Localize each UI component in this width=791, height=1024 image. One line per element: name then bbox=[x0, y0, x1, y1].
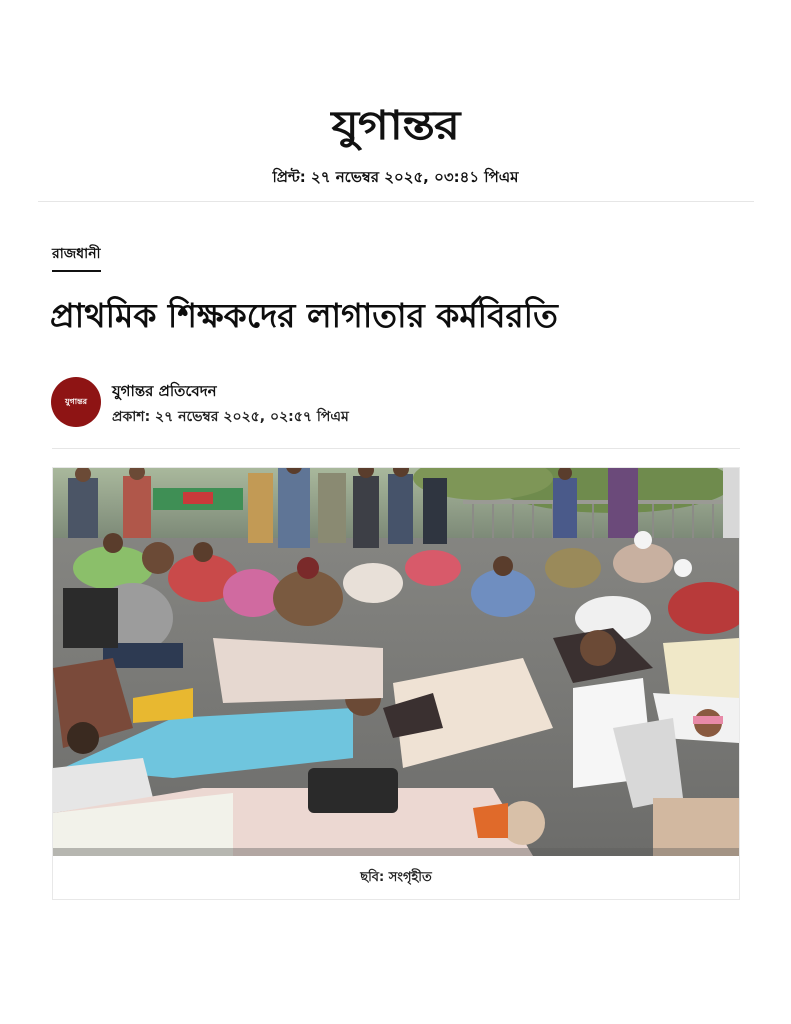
article-headline: প্রাথমিক শিক্ষকদের লাগাতার কর্মবিরতি bbox=[50, 296, 558, 335]
byline-divider bbox=[52, 448, 740, 449]
photo-caption: ছবি: সংগৃহীত bbox=[360, 870, 432, 885]
author-avatar bbox=[51, 377, 101, 427]
avatar-logo-text: যুগান্তর bbox=[64, 395, 88, 406]
article-figure bbox=[52, 467, 740, 900]
print-date: প্রিন্ট: ২৭ নভেম্বর ২০২৫, ০৩:৪১ পিএম bbox=[272, 168, 519, 186]
author-name: যুগান্তর প্রতিবেদন bbox=[112, 382, 217, 400]
protest-photo-illustration bbox=[53, 468, 739, 856]
top-divider bbox=[38, 201, 754, 202]
site-logo[interactable]: যুগান্তর bbox=[331, 102, 460, 149]
logo-wrapper[interactable] bbox=[0, 100, 791, 152]
article-photo bbox=[53, 468, 739, 856]
category-link[interactable]: রাজধানী bbox=[52, 242, 101, 272]
published-date: প্রকাশ: ২৭ নভেম্বর ২০২৫, ০২:৫৭ পিএম bbox=[112, 409, 349, 425]
